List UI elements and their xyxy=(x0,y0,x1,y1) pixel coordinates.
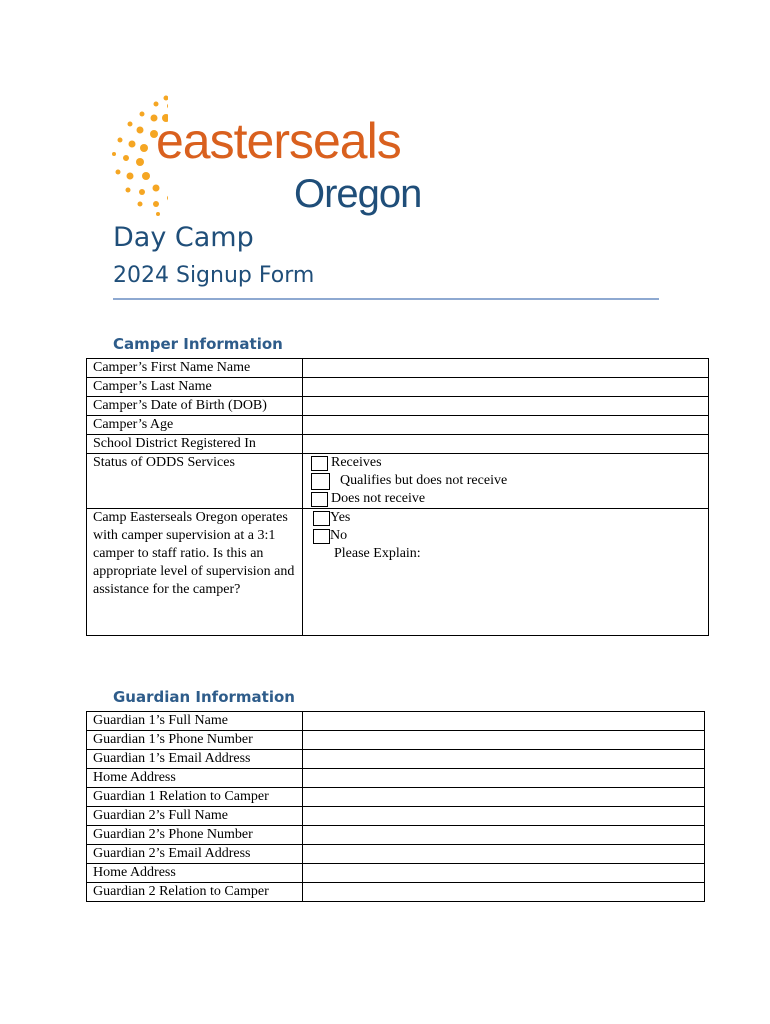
camper-dob-field[interactable] xyxy=(303,397,709,416)
field-label: Guardian 1’s Full Name xyxy=(87,712,303,731)
option-label: Does not receive xyxy=(331,491,426,506)
guardian1-name-field[interactable] xyxy=(303,712,705,731)
guardian-section-heading: Guardian Information xyxy=(113,688,295,706)
field-label: Guardian 1’s Email Address xyxy=(87,750,303,769)
field-label: Guardian 1’s Phone Number xyxy=(87,731,303,750)
guardian2-address-field[interactable] xyxy=(303,864,705,883)
table-row xyxy=(87,359,709,378)
guardian1-phone-field[interactable] xyxy=(303,731,705,750)
table-row xyxy=(87,769,705,788)
table-row xyxy=(87,807,705,826)
field-label: Home Address xyxy=(87,769,303,788)
option-label: No xyxy=(330,528,348,543)
field-label: Guardian 2’s Email Address xyxy=(87,845,303,864)
field-label: Guardian 2’s Phone Number xyxy=(87,826,303,845)
field-label: Camper’s Date of Birth (DOB) xyxy=(87,397,303,416)
table-row xyxy=(87,378,709,397)
field-label: Camper’s Age xyxy=(87,416,303,435)
table-row xyxy=(87,731,705,750)
supervision-options xyxy=(303,509,709,636)
table-row xyxy=(87,416,709,435)
title-divider xyxy=(113,298,659,300)
field-label: Camper’s Last Name xyxy=(87,378,303,397)
option-label: Yes xyxy=(330,510,351,525)
page-subtitle: 2024 Signup Form xyxy=(113,263,315,288)
camper-section-heading: Camper Information xyxy=(113,335,283,353)
table-row xyxy=(87,864,705,883)
odds-status-options xyxy=(303,454,709,509)
guardian2-email-field[interactable] xyxy=(303,845,705,864)
checkbox[interactable] xyxy=(311,473,330,490)
camper-age-field[interactable] xyxy=(303,416,709,435)
field-label: Camper’s First Name Name xyxy=(87,359,303,378)
odds-option-does-not-receive[interactable] xyxy=(311,490,702,508)
table-row xyxy=(87,883,705,902)
field-label: School District Registered In xyxy=(87,435,303,454)
camper-last-name-field[interactable] xyxy=(303,378,709,397)
supervision-option-no[interactable] xyxy=(313,527,702,545)
field-label: Guardian 1 Relation to Camper xyxy=(87,788,303,807)
guardian2-relation-field[interactable] xyxy=(303,883,705,902)
logo-region: Oregon xyxy=(294,172,422,216)
table-row xyxy=(87,712,705,731)
table-row xyxy=(87,435,709,454)
school-district-field[interactable] xyxy=(303,435,709,454)
easterseals-logo xyxy=(108,88,438,223)
table-row xyxy=(87,509,709,636)
field-label: Status of ODDS Services xyxy=(87,454,303,509)
checkbox[interactable] xyxy=(313,511,330,526)
option-label: Qualifies but does not receive xyxy=(333,473,508,488)
guardian2-name-field[interactable] xyxy=(303,807,705,826)
camper-info-table xyxy=(86,358,709,636)
guardian2-phone-field[interactable] xyxy=(303,826,705,845)
checkbox[interactable] xyxy=(313,529,330,544)
table-row xyxy=(87,826,705,845)
page-title: Day Camp xyxy=(113,222,254,253)
field-label: Guardian 2 Relation to Camper xyxy=(87,883,303,902)
guardian-info-table xyxy=(86,711,705,902)
camper-first-name-field[interactable] xyxy=(303,359,709,378)
odds-option-receives[interactable] xyxy=(311,454,702,472)
please-explain-label: Please Explain: xyxy=(334,546,421,561)
checkbox[interactable] xyxy=(311,492,328,507)
logo-wordmark: easterseals xyxy=(156,113,401,169)
option-label: Receives xyxy=(331,455,382,470)
guardian1-relation-field[interactable] xyxy=(303,788,705,807)
field-label: Home Address xyxy=(87,864,303,883)
guardian1-email-field[interactable] xyxy=(303,750,705,769)
table-row xyxy=(87,454,709,509)
checkbox[interactable] xyxy=(311,456,328,471)
supervision-option-yes[interactable] xyxy=(313,509,702,527)
table-row xyxy=(87,845,705,864)
guardian1-address-field[interactable] xyxy=(303,769,705,788)
table-row xyxy=(87,788,705,807)
field-label: Camp Easterseals Oregon operates with camper supervision at a 3:1 camper to staff ratio. Is this an appropriate level of supervision and assistance for the camper? xyxy=(87,509,303,636)
table-row xyxy=(87,397,709,416)
field-label: Guardian 2’s Full Name xyxy=(87,807,303,826)
table-row xyxy=(87,750,705,769)
odds-option-qualifies[interactable] xyxy=(311,472,702,490)
